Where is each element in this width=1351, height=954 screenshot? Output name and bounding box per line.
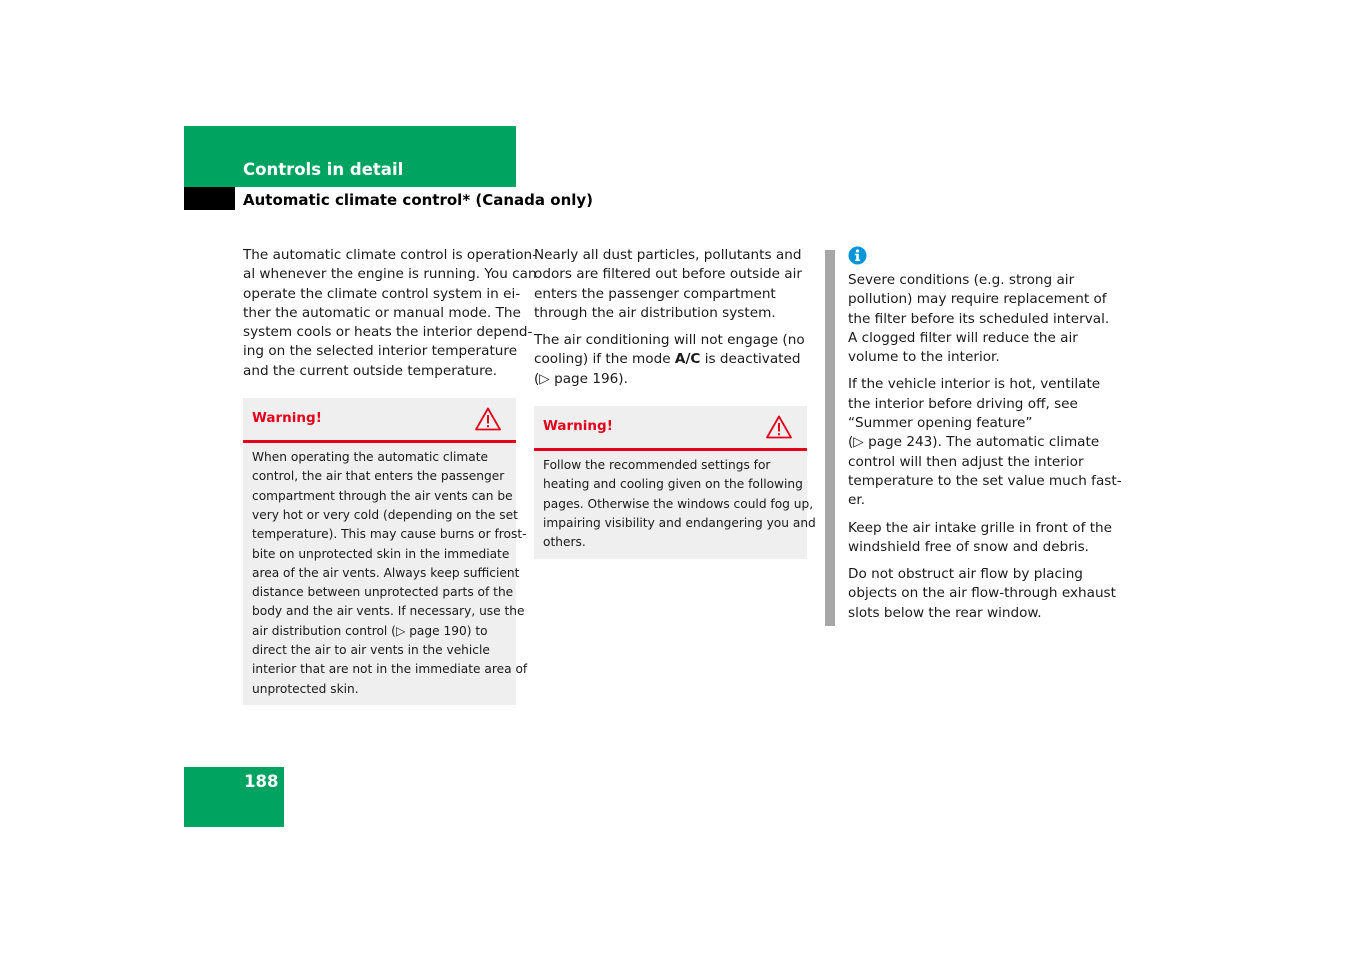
intro-paragraph: The automatic climate control is operation- al whenever the engine is running. You can operate the climate control system in ei- ther the automatic or manual mode. The system cools or heats the interior depend- ing on the selected interior temperature and the current outside temperature. [243, 247, 538, 379]
note-paragraph-airflow: Do not obstruct air flow by placing objects on the air flow-through exhaust slots below the rear window. [848, 566, 1116, 621]
info-note [848, 246, 1122, 631]
note-paragraph-grille: Keep the air intake grille in front of the windshield free of snow and debris. [848, 519, 1113, 555]
note-paragraph-filter: Severe conditions (e.g. strong air pollution) may require replacement of the filter before its scheduled interval. A clogged filter will reduce the air volume to the interior. [848, 272, 1110, 366]
column-2 [534, 246, 816, 559]
filter-paragraph: Nearly all dust particles, pollutants and odors are filtered out before outside air enters the passenger compartment through the air distribution system. [534, 247, 802, 321]
warning-text: Follow the recommended settings for heating and cooling given on the following pages. Otherwise the windows could fog up, impairing visibility and endangering you and others. [543, 458, 816, 550]
warning-header [534, 406, 807, 451]
warning-triangle-icon [766, 415, 792, 439]
warning-label: Warning! [252, 410, 322, 427]
note-paragraph-ventilate: If the vehicle interior is hot, ventilate the interior before driving off, see “Summer opening feature” (▷ page 243). The automatic climate control will then adjust the interior temperature to the set value much fast- er. [848, 376, 1122, 509]
subsection-title: Automatic climate control* (Canada only) [243, 191, 594, 209]
ac-mode-label: A/C [674, 351, 701, 368]
warning-box-burns [243, 398, 528, 705]
column-1 [243, 246, 538, 705]
section-title: Controls in detail [243, 160, 404, 179]
info-icon [848, 246, 867, 265]
warning-label: Warning! [543, 418, 613, 435]
warning-box-fog [534, 406, 816, 558]
page-number: 188 [244, 772, 279, 791]
warning-triangle-icon [475, 407, 501, 431]
warning-text: When operating the automatic climate control, the air that enters the passenger compartment through the air vents can be very hot or very cold (depending on the set temperature). This may cause burns or frost- bite on unprotected skin in the immediate area of the air vents. Always keep sufficient distance between unprotected parts of the body and the air vents. If necessary, use the air distribution control (▷ page 190) to direct the air to air vents in the vehicle interior that are not in the immediate area of unprotected skin. [252, 450, 528, 696]
section-tab-marker [184, 187, 235, 210]
ac-paragraph: The air conditioning will not engage (no cooling) if the mode A/C is deactivated (▷ page 196). [534, 332, 805, 387]
warning-header [243, 398, 516, 443]
note-sidebar-bar [825, 250, 835, 626]
